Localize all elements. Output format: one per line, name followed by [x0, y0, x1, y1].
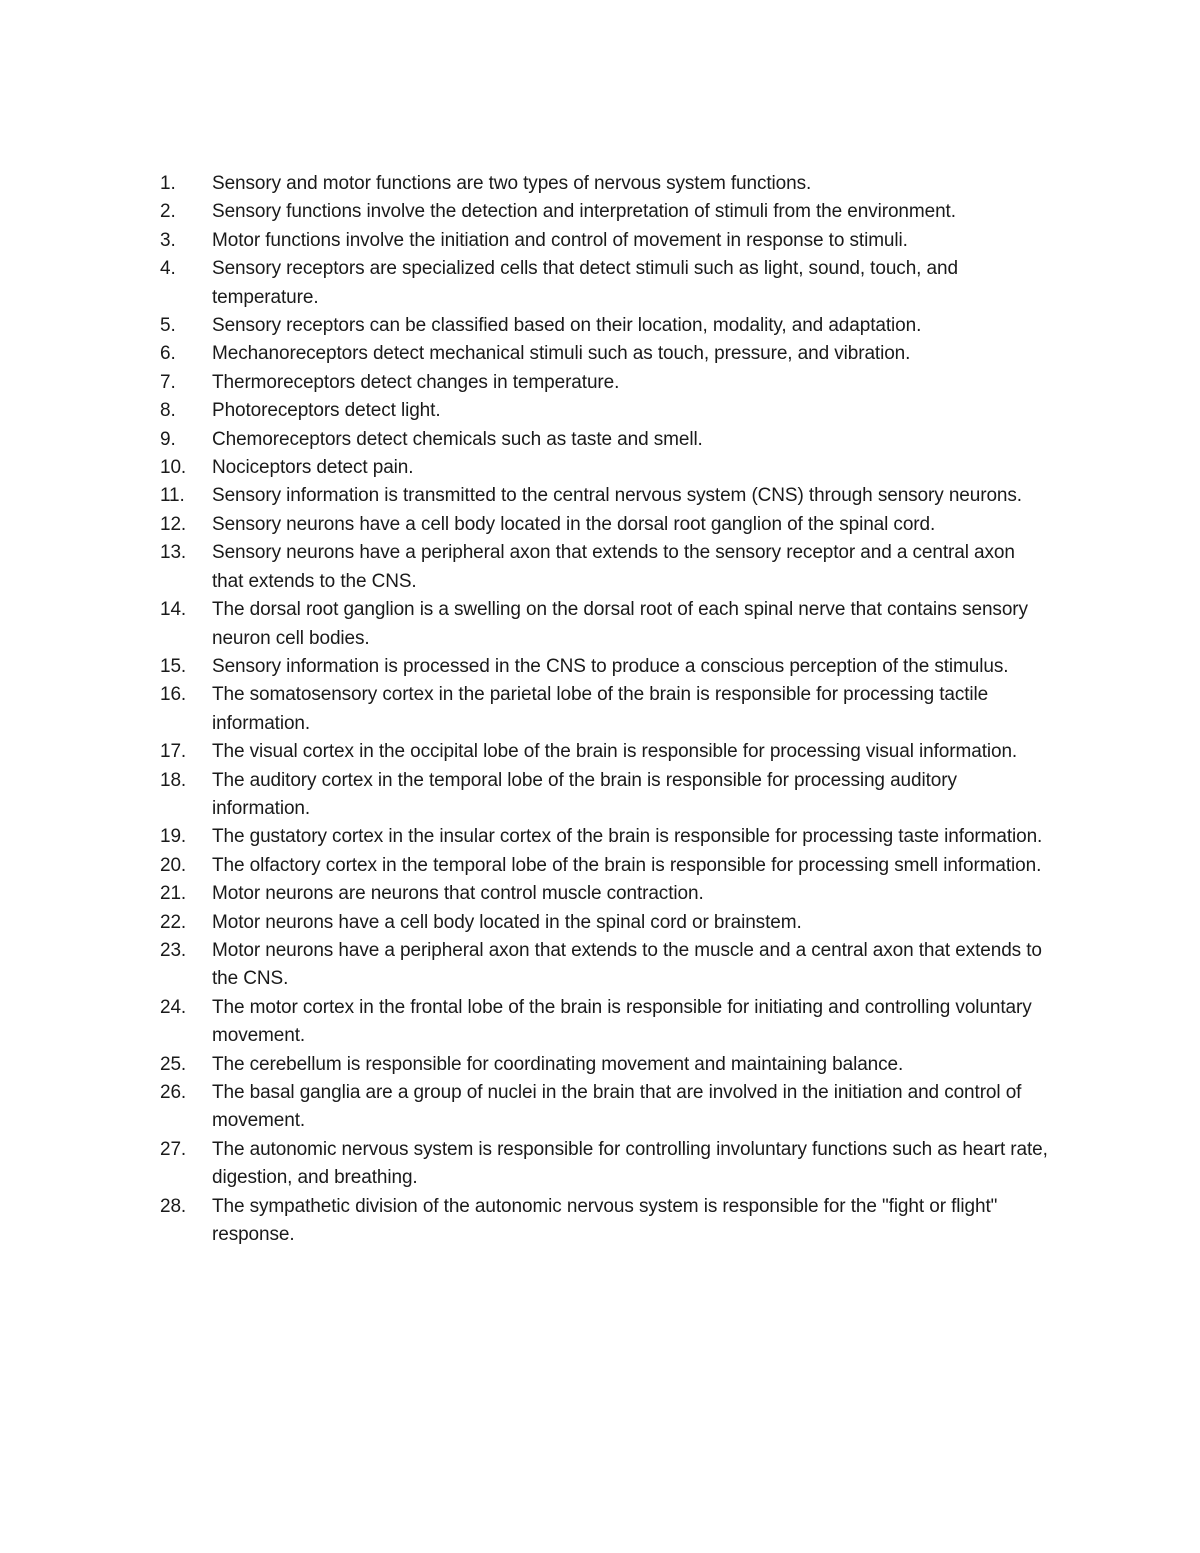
item-text: The auditory cortex in the temporal lobe of the brain is responsible for processing auditory information.: [212, 769, 957, 819]
list-item: [160, 198, 1050, 226]
item-text: Sensory receptors are specialized cells that detect stimuli such as light, sound, touch, and temperature.: [212, 258, 958, 308]
item-text: The sympathetic division of the autonomic nervous system is responsible for the "fight or flight" response.: [212, 1195, 998, 1246]
item-text: Nociceptors detect pain.: [212, 457, 414, 479]
list-item: [160, 909, 1050, 937]
item-number: 22.: [160, 911, 187, 933]
item-text: Motor functions involve the initiation and control of movement in response to stimuli.: [212, 229, 908, 251]
list-item: [160, 227, 1050, 255]
item-text: Thermoreceptors detect changes in temperature.: [212, 371, 620, 393]
item-number: 13.: [160, 542, 187, 564]
list-item: [160, 539, 1050, 596]
item-text: Sensory information is transmitted to the central nervous system (CNS) through sensory neurons.: [212, 485, 1022, 507]
item-number: 19.: [160, 826, 187, 848]
item-number: 25.: [160, 1053, 187, 1075]
item-number: 7.: [160, 371, 176, 393]
list-item: [160, 482, 1050, 510]
item-text: Sensory functions involve the detection and interpretation of stimuli from the environment.: [212, 201, 956, 223]
item-text: The dorsal root ganglion is a swelling on the dorsal root of each spinal nerve that contains sensory neuron cell bodies.: [212, 599, 1028, 649]
item-number: 12.: [160, 513, 187, 535]
item-text: The olfactory cortex in the temporal lobe of the brain is responsible for processing smell information.: [212, 854, 1042, 876]
item-number: 6.: [160, 343, 176, 365]
list-item: [160, 426, 1050, 454]
list-item: [160, 681, 1050, 738]
list-item: [160, 1079, 1050, 1136]
item-number: 18.: [160, 769, 187, 791]
item-number: 2.: [160, 201, 176, 223]
item-text: The gustatory cortex in the insular cortex of the brain is responsible for processing taste information.: [212, 826, 1043, 848]
item-number: 10.: [160, 457, 187, 479]
list-item: [160, 852, 1050, 880]
item-text: The motor cortex in the frontal lobe of the brain is responsible for initiating and controlling voluntary movement.: [212, 996, 1032, 1047]
item-number: 5.: [160, 315, 176, 337]
item-number: 17.: [160, 741, 187, 763]
item-number: 24.: [160, 996, 187, 1018]
item-text: The cerebellum is responsible for coordinating movement and maintaining balance.: [212, 1053, 904, 1075]
list-item: [160, 880, 1050, 908]
list-item: [160, 340, 1050, 368]
item-text: The autonomic nervous system is responsible for controlling involuntary functions such as heart rate, digestion, and breathing.: [212, 1138, 1048, 1189]
item-number: 4.: [160, 258, 176, 280]
list-item: [160, 596, 1050, 653]
item-number: 8.: [160, 400, 176, 422]
item-number: 16.: [160, 684, 187, 706]
item-number: 28.: [160, 1195, 187, 1217]
item-text: The somatosensory cortex in the parietal lobe of the brain is responsible for processing tactile information.: [212, 684, 989, 734]
list-item: [160, 738, 1050, 766]
item-text: Motor neurons are neurons that control muscle contraction.: [212, 883, 704, 905]
list-item: [160, 397, 1050, 425]
list-item: [160, 994, 1050, 1051]
list-item: [160, 767, 1050, 824]
list-item: [160, 255, 1050, 312]
item-number: 14.: [160, 599, 187, 621]
item-text: Chemoreceptors detect chemicals such as taste and smell.: [212, 428, 703, 450]
item-number: 3.: [160, 229, 176, 251]
item-number: 9.: [160, 428, 176, 450]
item-text: Motor neurons have a peripheral axon that extends to the muscle and a central axon that extends to the CNS.: [212, 939, 1042, 990]
list-item: [160, 1193, 1050, 1250]
list-item: [160, 937, 1050, 994]
item-text: Sensory receptors can be classified based on their location, modality, and adaptation.: [212, 315, 922, 337]
item-number: 27.: [160, 1138, 187, 1160]
item-text: Sensory neurons have a peripheral axon that extends to the sensory receptor and a central axon that extends to the CNS.: [212, 542, 1015, 592]
list-item: [160, 1051, 1050, 1079]
list-item: [160, 454, 1050, 482]
item-text: The basal ganglia are a group of nuclei in the brain that are involved in the initiation and control of movement.: [212, 1082, 1022, 1132]
item-text: Mechanoreceptors detect mechanical stimuli such as touch, pressure, and vibration.: [212, 343, 911, 365]
item-text: Motor neurons have a cell body located in the spinal cord or brainstem.: [212, 911, 802, 933]
list-item: [160, 312, 1050, 340]
list-item: [160, 653, 1050, 681]
item-number: 1.: [160, 173, 176, 194]
item-number: 11.: [160, 485, 185, 507]
item-number: 21.: [160, 883, 187, 905]
list-item: [160, 170, 1050, 198]
numbered-list: [160, 170, 1050, 1249]
item-text: Photoreceptors detect light.: [212, 400, 441, 422]
item-text: Sensory and motor functions are two types of nervous system functions.: [212, 173, 812, 194]
item-number: 26.: [160, 1082, 187, 1103]
item-number: 23.: [160, 939, 187, 961]
item-text: Sensory information is processed in the CNS to produce a conscious perception of the stimulus.: [212, 655, 1009, 677]
list-item: [160, 823, 1050, 851]
list-item: [160, 1136, 1050, 1193]
list-item: [160, 369, 1050, 397]
item-text: Sensory neurons have a cell body located in the dorsal root ganglion of the spinal cord.: [212, 513, 936, 535]
item-number: 15.: [160, 655, 187, 677]
list-item: [160, 511, 1050, 539]
item-number: 20.: [160, 854, 187, 876]
item-text: The visual cortex in the occipital lobe of the brain is responsible for processing visual information.: [212, 741, 1018, 763]
